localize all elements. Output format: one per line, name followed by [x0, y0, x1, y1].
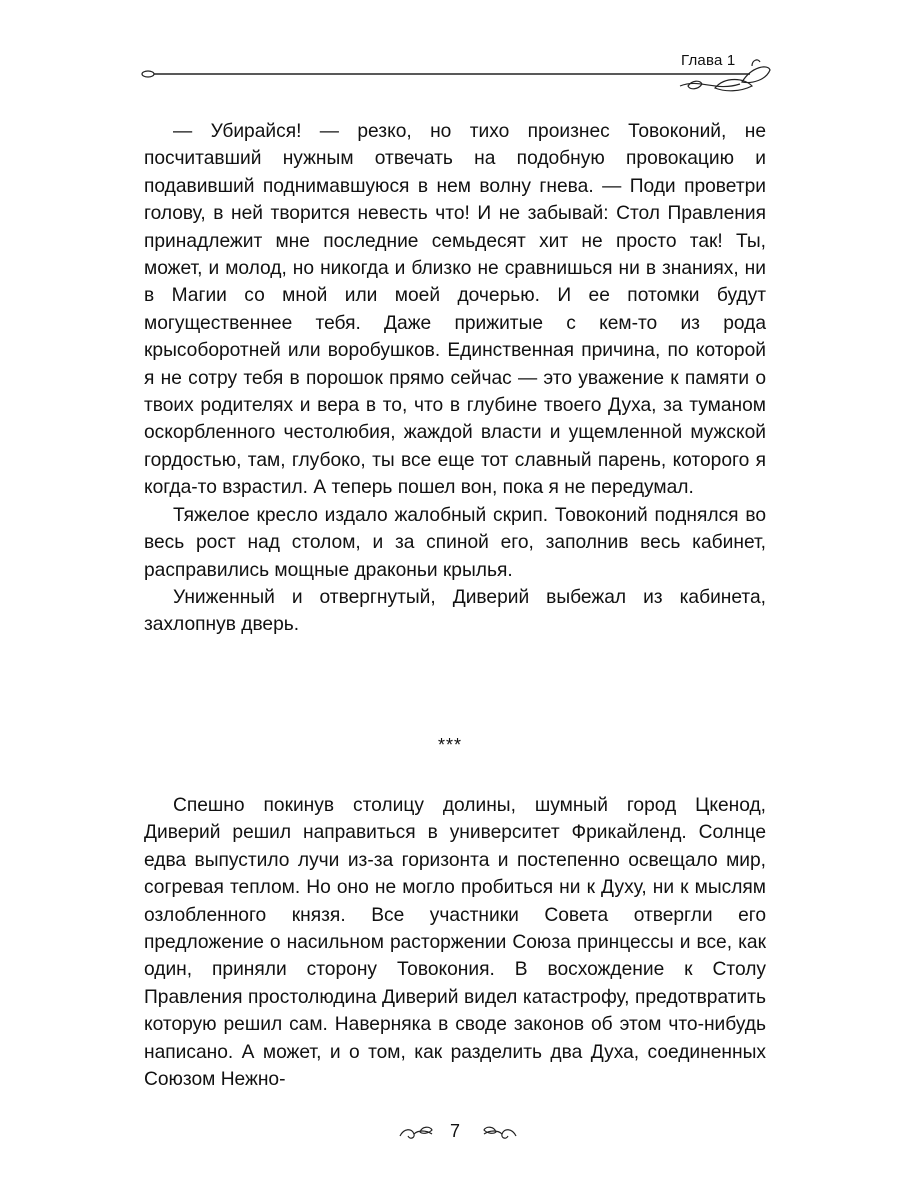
paragraph: Спешно покинув столицу долины, шумный город Цкенод, Диверий решил направиться в университет Фрикайленд. Солнце едва выпустило лучи из-за горизонта и постепенно освещало мир, согревая теплом. Но оно не могло пробиться ни к Духу, ни к мыслям озлобленного князя. Все участники Совета отвергли его предложение о насильном расторжении Союза принцессы и все, как один, приняли сторону Товокония. В восхождение к Столу Правления простолюдина Диверий видел катастрофу, предотвратить которую решил сам. Наверняка в своде законов об этом что-нибудь написано. А может, и о том, как разделить два Духа, соединенных Союзом Нежно- — [144, 795, 766, 1091]
chapter-label: Глава 1 — [681, 52, 736, 69]
page-number: 7 — [449, 1121, 460, 1141]
right-flourish-icon — [480, 1124, 518, 1144]
text-block-bottom — [144, 792, 766, 1093]
paragraph: Тяжелое кресло издало жалобный скрип. Товоконий поднялся во весь рост над столом, и за спиной его, заполнив весь кабинет, расправились мощные драконьи крылья. — [144, 504, 766, 581]
header-line-end-loop — [142, 71, 154, 77]
left-flourish-icon — [398, 1124, 436, 1144]
scene-separator: *** — [437, 735, 462, 755]
text-block-top — [144, 118, 766, 639]
paragraph: — Убирайся! — резко, но тихо произнес Товоконий, не посчитавший нужным отвечать на подобную провокацию и подавивший поднимавшуюся в нем волну гнева. — Поди проветри голову, в ней творится невесть что! И не забывай: Стол Правления принадлежит мне последние семьдесят хит не просто так! Ты, может, и молод, но никогда и близко не сравнишься ни в знаниях, ни в Магии со мной или моей дочерью. И ее потомки будут могущественнее тебя. Даже прижитые с кем-то из рода крысоборотней или воробушков. Единственная причина, по которой я не сотру тебя в порошок прямо сейчас — это уважение к памяти о твоих родителях и вера в то, что в глубине твоего Духа, за туманом оскорбленного честолюбия, жаждой власти и ущемленной мужской гордостью, там, глубоко, ты все еще тот славный парень, которого я когда-то взрастил. А теперь пошел вон, пока я не передумал. — [144, 121, 766, 499]
paragraph: Униженный и отвергнутый, Диверий выбежал из кабинета, захлопнув дверь. — [144, 586, 766, 636]
